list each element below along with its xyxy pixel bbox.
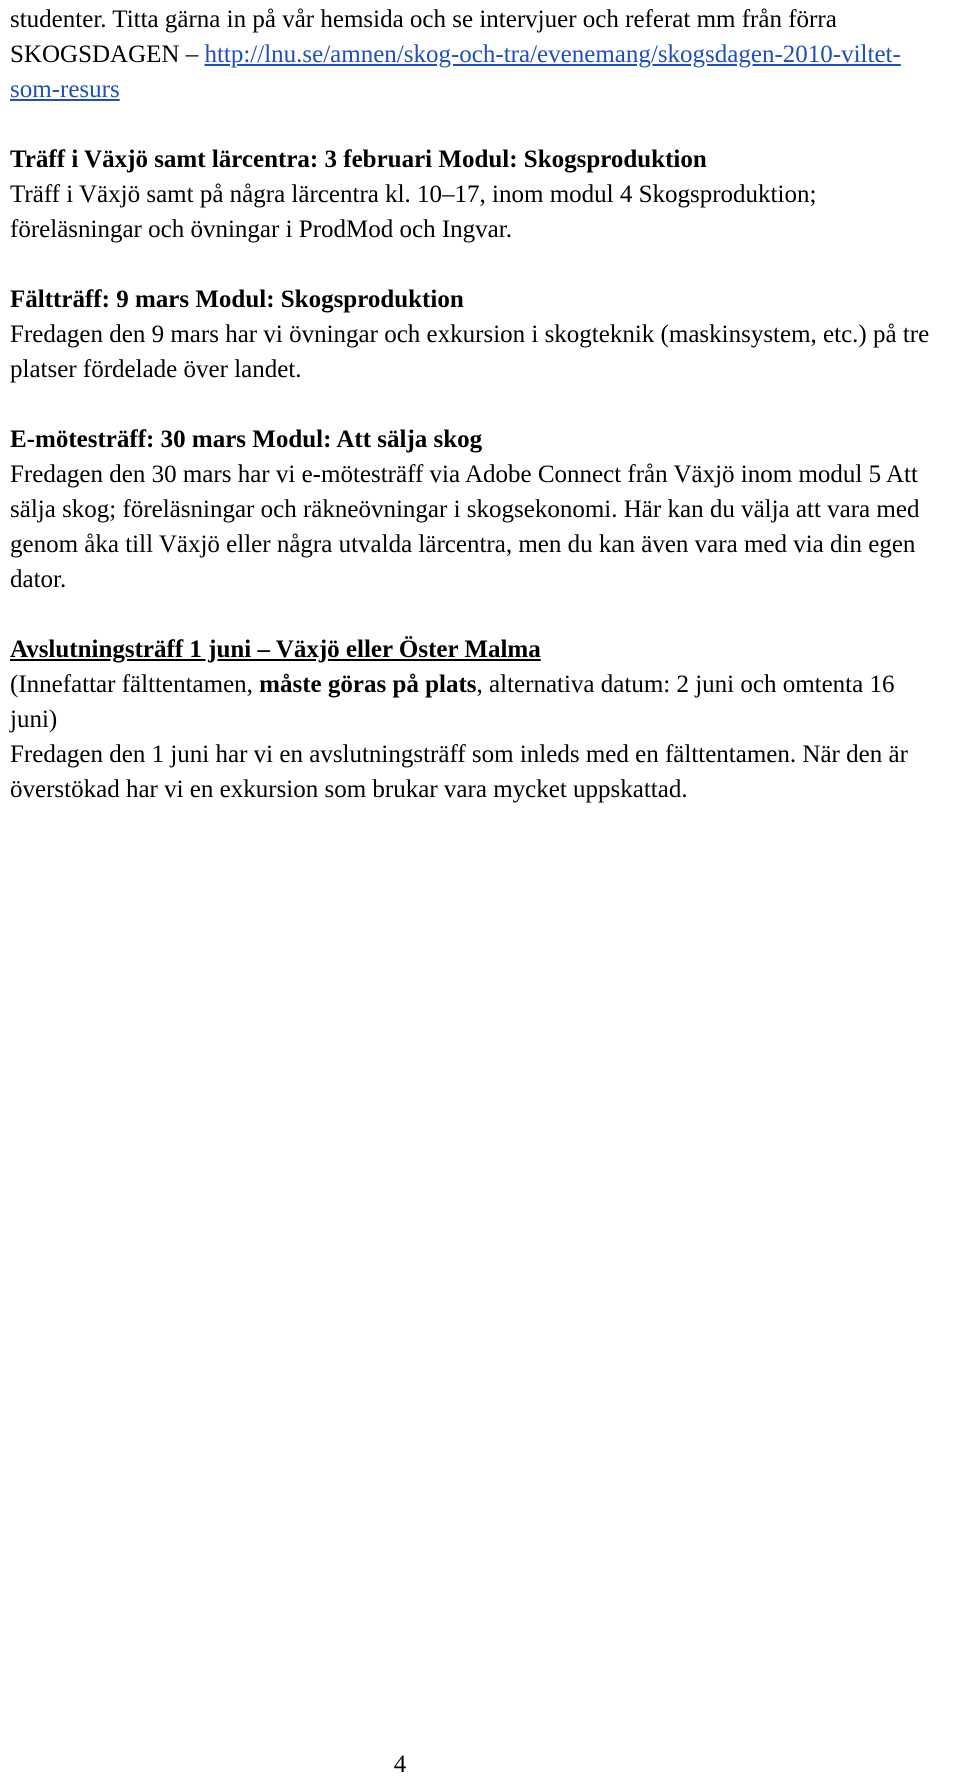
section-heading-emotestraff: E-mötesträff: 30 mars Modul: Att sälja skog xyxy=(10,426,483,453)
spacer xyxy=(10,107,945,142)
spacer xyxy=(10,247,945,282)
spacer xyxy=(10,597,945,632)
section-body-falttraff: Fredagen den 9 mars har vi övningar och exkursion i skogteknik (maskinsystem, etc.) på tre platser fördelade över landet. xyxy=(10,321,930,383)
intro-text: studenter. Titta gärna in på vår hemsida och se intervjuer och referat mm från förra SKOGSDAGEN – xyxy=(10,6,837,68)
section-heading-falttraff: Fältträff: 9 mars Modul: Skogsproduktion xyxy=(10,286,464,313)
skogsdagen-link[interactable]: http://lnu.se/amnen/skog-och-tra/evenemang/skogsdagen-2010-viltet-som-resurs xyxy=(10,41,901,103)
section-note-avslutningstraff xyxy=(10,667,945,737)
section-body-avslutningstraff: Fredagen den 1 juni har vi en avslutningsträff som inleds med en fälttentamen. När den är överstökad har vi en exkursion som brukar vara mycket uppskattad. xyxy=(10,741,908,803)
document-page xyxy=(10,2,945,807)
intro-paragraph xyxy=(10,2,945,107)
section-body-emotestraff: Fredagen den 30 mars har vi e-mötesträff via Adobe Connect från Växjö inom modul 5 Att sälja skog; föreläsningar och räkneövningar i skogsekonomi. Här kan du välja att vara med genom åka till Växjö eller några utvalda lärcentra, men du kan även vara med via din egen dator. xyxy=(10,461,920,593)
page-number: 4 xyxy=(393,1751,407,1778)
note-text-pre: (Innefattar fälttentamen, xyxy=(10,671,260,698)
section-heading-vaxjo: Träff i Växjö samt lärcentra: 3 februari Modul: Skogsproduktion xyxy=(10,146,707,173)
spacer xyxy=(10,387,945,422)
note-text-post: , alternativa datum: 2 juni och omtenta 16 juni) xyxy=(10,671,895,733)
note-text-bold: måste göras på plats xyxy=(259,671,477,698)
section-heading-avslutningstraff: Avslutningsträff 1 juni – Växjö eller Öster Malma xyxy=(10,636,541,663)
section-body-vaxjo: Träff i Växjö samt på några lärcentra kl. 10–17, inom modul 4 Skogsproduktion; föreläsningar och övningar i ProdMod och Ingvar. xyxy=(10,181,817,243)
